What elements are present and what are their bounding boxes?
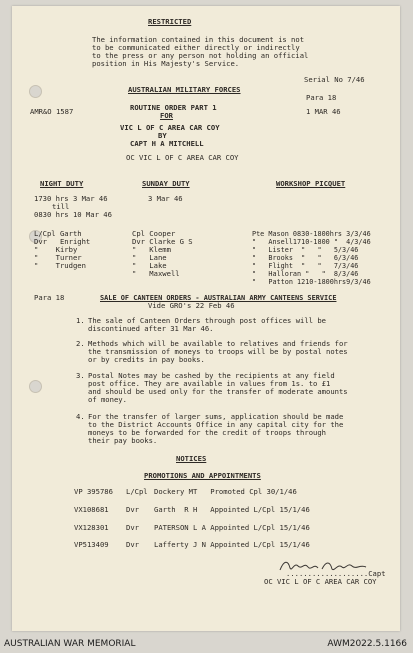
- notice-entry: PATERSON L A Appointed L/Cpl 15/1/46: [154, 523, 310, 532]
- sunday-duty-name: " Lake: [132, 261, 167, 270]
- officer-name: CAPT H A MITCHELL: [130, 139, 204, 148]
- night-duty-name: " Trudgen: [34, 261, 86, 270]
- rank: Dvr: [126, 540, 139, 549]
- sunday-duty-name: Dvr Clarke G S: [132, 237, 193, 246]
- workshop-picquet-entry: " Brooks " " 6/3/46: [252, 254, 359, 262]
- sunday-duty-name: " Klemm: [132, 245, 171, 254]
- notices-heading: NOTICES: [176, 454, 207, 463]
- notice-line: to the press or any person not holding an official: [92, 51, 309, 60]
- rank: L/Cpl: [126, 487, 148, 496]
- notice-line: to be communicated either directly or indirectly: [92, 43, 300, 52]
- rank: Dvr: [126, 505, 139, 514]
- punch-hole: [29, 85, 42, 98]
- item-line: and should be used only for the transfer of moderate amounts: [88, 387, 348, 396]
- item-line: their pay books.: [88, 436, 158, 445]
- sunday-duty-date: 3 Mar 46: [148, 194, 183, 203]
- notice-entry: Dockery MT Promoted Cpl 30/1/46: [154, 487, 297, 496]
- night-duty-heading: NIGHT DUTY: [40, 179, 84, 188]
- sunday-duty-name: " Lane: [132, 253, 167, 262]
- item-number: 1.: [76, 316, 85, 325]
- item-line: of money.: [88, 395, 127, 404]
- service-number: VP513409: [74, 540, 109, 549]
- night-duty-till: till: [52, 202, 70, 211]
- rank: Dvr: [126, 523, 139, 532]
- item-line: For the transfer of larger sums, application should be made: [88, 412, 344, 421]
- sunday-duty-name: Cpl Cooper: [132, 229, 176, 238]
- archive-footer: [0, 634, 413, 653]
- item-line: Methods which will be available to relatives and friends for: [88, 339, 348, 348]
- archive-name: AUSTRALIAN WAR MEMORIAL: [4, 639, 136, 649]
- notice-line: The information contained in this document is not: [92, 35, 305, 44]
- item-line: discontinued after 31 Mar 46.: [88, 324, 214, 333]
- workshop-picquet-entry: " Flight " " 7/3/46: [252, 262, 359, 270]
- item-number: 4.: [76, 412, 85, 421]
- workshop-picquet-heading: WORKSHOP PICQUET: [276, 179, 346, 188]
- sunday-duty-name: " Maxwell: [132, 269, 180, 278]
- promotions-heading: PROMOTIONS AND APPOINTMENTS: [144, 471, 261, 480]
- sale-heading: SALE OF CANTEEN ORDERS - AUSTRALIAN ARMY CANTEENS SERVICE: [100, 294, 337, 302]
- item-line: or by credits in pay books.: [88, 355, 205, 364]
- item-number: 2.: [76, 339, 85, 348]
- item-line: The sale of Canteen Orders through post offices will be: [88, 316, 326, 325]
- night-duty-name: Dvr Enright: [34, 237, 91, 246]
- workshop-picquet-entry: " Halloran " " 8/3/46: [252, 270, 359, 278]
- workshop-picquet-entry: " Patton 1210-1800hrs9/3/46: [252, 278, 371, 286]
- by-line: BY: [158, 131, 167, 140]
- item-line: to the District Accounts Office in any capital city for the: [88, 420, 344, 429]
- officer-title: OC VIC L OF C AREA CAR COY: [126, 153, 239, 162]
- punch-hole: [29, 380, 42, 393]
- sale-reference: Vide GRO's 22 Feb 46: [148, 301, 235, 310]
- order-date: 1 MAR 46: [306, 107, 341, 116]
- item-line: Postal Notes may be cashed by the recipients at any field: [88, 371, 335, 380]
- force-title: AUSTRALIAN MILITARY FORCES: [128, 85, 241, 94]
- service-number: VP 395786: [74, 487, 113, 496]
- night-duty-end: 0830 hrs 10 Mar 46: [34, 210, 112, 219]
- unit-name: VIC L OF C AREA CAR COY: [120, 123, 220, 132]
- item-line: the transmission of moneys to troops will be by postal notes: [88, 347, 348, 356]
- signature-title: OC VIC L OF C AREA CAR COY: [264, 577, 377, 586]
- notice-line: position in His Majesty's Service.: [92, 59, 240, 68]
- workshop-picquet-entry: Pte Mason 0830-1800hrs 3/3/46: [252, 230, 371, 238]
- night-duty-start: 1730 hrs 3 Mar 46: [34, 194, 108, 203]
- notice-entry: Garth R H Appointed L/Cpl 15/1/46: [154, 505, 310, 514]
- signature-line: ...................Capt: [286, 569, 386, 578]
- notice-entry: Lafferty J N Appointed L/Cpl 15/1/46: [154, 540, 310, 549]
- sunday-duty-heading: SUNDAY DUTY: [142, 179, 190, 188]
- workshop-picquet-entry: " Lister " " 5/3/46: [252, 246, 359, 254]
- classification: RESTRICTED: [148, 17, 192, 26]
- amr-reference: AMR&O 1587: [30, 107, 74, 116]
- item-line: moneys to be forwarded for the credit of troops through: [88, 428, 326, 437]
- para-number: Para 18: [306, 93, 337, 102]
- item-line: post office. They are available in values from 1s. to £1: [88, 379, 331, 388]
- service-number: VX108681: [74, 505, 109, 514]
- item-number: 3.: [76, 371, 85, 380]
- archive-reference: AWM2022.5.1166: [327, 639, 407, 649]
- order-for: FOR: [160, 111, 173, 120]
- order-title: ROUTINE ORDER PART 1: [130, 103, 217, 112]
- document-page: [12, 6, 400, 631]
- night-duty-name: " Turner: [34, 253, 82, 262]
- sale-para: Para 18: [34, 293, 65, 302]
- workshop-picquet-entry: " Ansell1710-1800 " 4/3/46: [252, 238, 371, 246]
- night-duty-name: L/Cpl Garth: [34, 229, 82, 238]
- service-number: VX128301: [74, 523, 109, 532]
- serial-number: Serial No 7/46: [304, 75, 365, 84]
- night-duty-name: " Kirby: [34, 245, 78, 254]
